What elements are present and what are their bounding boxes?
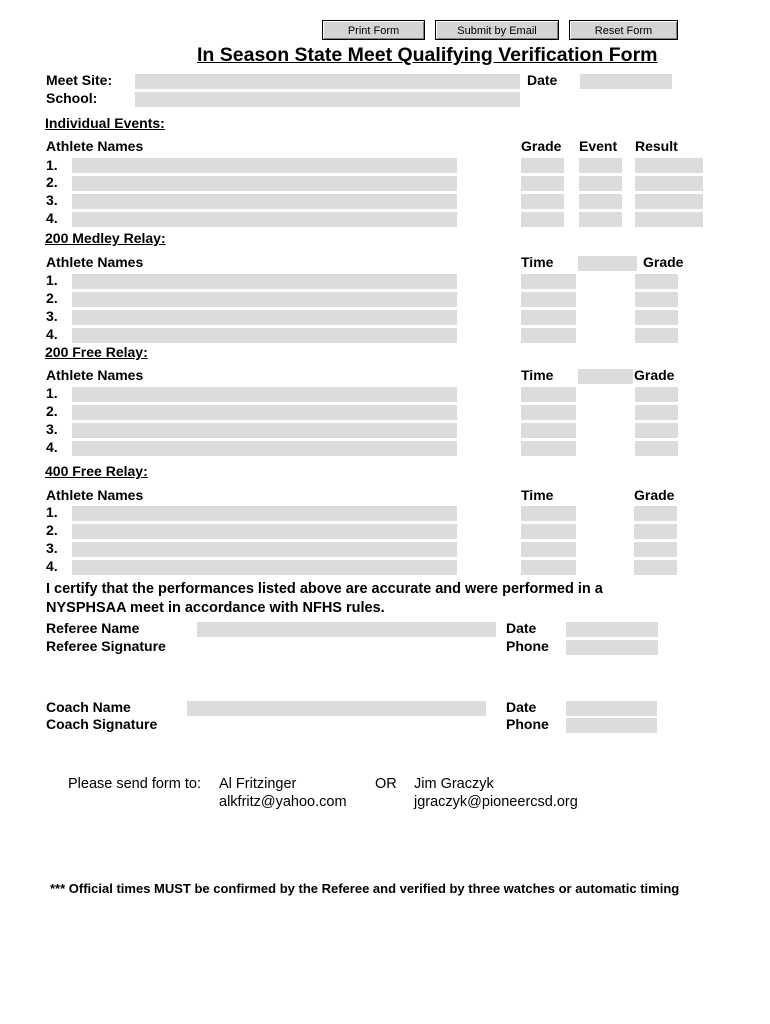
medley-total-time-input[interactable] [578,256,637,271]
school-label: School: [46,90,98,106]
page-title: In Season State Meet Qualifying Verification Form [197,44,658,66]
free400-athlete-names-header: Athlete Names [46,487,144,503]
contact1-email: alkfritz@yahoo.com [219,794,347,810]
free400-time-input[interactable] [521,524,576,539]
individual-athlete-name-input[interactable] [72,176,457,191]
free400-grade-input[interactable] [634,560,677,575]
medley-athlete-name-input[interactable] [72,328,457,343]
free200-grade-input[interactable] [635,441,678,456]
free400-time-input[interactable] [521,506,576,521]
medley-row-number: 1. [46,272,58,288]
coach-date-label: Date [506,699,537,715]
free400-grade-input[interactable] [634,524,677,539]
individual-athlete-name-input[interactable] [72,212,457,227]
medley-row-number: 3. [46,308,58,324]
free200-time-header: Time [521,367,554,383]
contact1-name: Al Fritzinger [219,776,297,792]
coach-name-input[interactable] [187,701,486,716]
send-form-label: Please send form to: [68,776,201,792]
medley-row-number: 4. [46,326,58,342]
certification-statement: I certify that the performances listed above are accurate and were performed in a NYSPHSAA meet in accordance with NFHS rules. [46,581,603,616]
medley-time-input[interactable] [521,292,576,307]
print-form-button[interactable]: Print Form [322,20,425,40]
free400-row-number: 2. [46,522,58,538]
medley-time-input[interactable] [521,328,576,343]
individual-grade-input[interactable] [521,158,564,173]
free200-grade-header: Grade [634,367,675,383]
free400-grade-header: Grade [634,487,675,503]
free400-athlete-name-input[interactable] [72,506,457,521]
referee-phone-input[interactable] [566,640,658,655]
free400-row-number: 3. [46,540,58,556]
or-separator: OR [375,776,397,792]
medley-athlete-name-input[interactable] [72,310,457,325]
meet-site-input[interactable] [135,74,520,89]
medley-time-input[interactable] [521,274,576,289]
individual-result-input[interactable] [635,176,703,191]
date-input[interactable] [580,74,672,89]
free400-grade-input[interactable] [634,542,677,557]
free400-time-input[interactable] [521,542,576,557]
referee-name-label: Referee Name [46,620,140,636]
free400-row-number: 4. [46,558,58,574]
free200-athlete-name-input[interactable] [72,441,457,456]
medley-time-input[interactable] [521,310,576,325]
medley-row-number: 2. [46,290,58,306]
medley-relay-heading: 200 Medley Relay: [45,230,166,246]
individual-grade-input[interactable] [521,176,564,191]
free200-time-input[interactable] [521,441,576,456]
submit-by-email-button[interactable]: Submit by Email [435,20,559,40]
individual-grade-header: Grade [521,138,562,154]
free200-total-time-input[interactable] [578,369,633,384]
free400-time-header: Time [521,487,554,503]
individual-result-input[interactable] [635,212,703,227]
medley-athlete-name-input[interactable] [72,292,457,307]
coach-phone-label: Phone [506,716,549,732]
individual-grade-input[interactable] [521,194,564,209]
individual-result-input[interactable] [635,158,703,173]
contact2-name: Jim Graczyk [414,776,494,792]
medley-time-header: Time [521,254,554,270]
free400-row-number: 1. [46,504,58,520]
coach-phone-input[interactable] [566,718,657,733]
date-label: Date [527,72,558,88]
individual-events-heading: Individual Events: [45,115,165,131]
coach-date-input[interactable] [566,701,657,716]
individual-row-number: 2. [46,174,58,190]
reset-form-button[interactable]: Reset Form [569,20,678,40]
free200-row-number: 4. [46,439,58,455]
individual-event-input[interactable] [579,194,622,209]
coach-signature-label: Coach Signature [46,716,158,732]
free400-athlete-name-input[interactable] [72,542,457,557]
free200-row-number: 3. [46,421,58,437]
individual-result-header: Result [635,138,678,154]
meet-site-label: Meet Site: [46,72,113,88]
medley-athlete-names-header: Athlete Names [46,254,144,270]
free400-time-input[interactable] [521,560,576,575]
individual-athlete-name-input[interactable] [72,158,457,173]
free200-row-number: 1. [46,385,58,401]
individual-athlete-name-input[interactable] [72,194,457,209]
individual-row-number: 3. [46,192,58,208]
individual-event-input[interactable] [579,212,622,227]
individual-event-input[interactable] [579,158,622,173]
free400-relay-heading: 400 Free Relay: [45,463,148,479]
medley-grade-input[interactable] [635,292,678,307]
free200-athlete-names-header: Athlete Names [46,367,144,383]
contact2-email: jgraczyk@pioneercsd.org [414,794,578,810]
free200-row-number: 2. [46,403,58,419]
free400-athlete-name-input[interactable] [72,524,457,539]
free400-athlete-name-input[interactable] [72,560,457,575]
referee-phone-label: Phone [506,638,549,654]
referee-date-input[interactable] [566,622,658,637]
official-times-footnote: *** Official times MUST be confirmed by the Referee and verified by three watches or automatic timing [50,881,680,896]
medley-grade-input[interactable] [635,310,678,325]
individual-row-number: 1. [46,157,58,173]
free200-athlete-name-input[interactable] [72,423,457,438]
free200-grade-input[interactable] [635,387,678,402]
individual-event-input[interactable] [579,176,622,191]
individual-event-header: Event [579,138,618,154]
school-input[interactable] [135,92,520,107]
referee-signature-label: Referee Signature [46,638,166,654]
free200-time-input[interactable] [521,405,576,420]
free400-grade-input[interactable] [634,506,677,521]
medley-athlete-name-input[interactable] [72,274,457,289]
free200-relay-heading: 200 Free Relay: [45,344,148,360]
medley-grade-header: Grade [643,254,684,270]
individual-grade-input[interactable] [521,212,564,227]
free200-time-input[interactable] [521,387,576,402]
individual-athlete-names-header: Athlete Names [46,138,144,154]
free200-grade-input[interactable] [635,423,678,438]
free200-athlete-name-input[interactable] [72,387,457,402]
medley-grade-input[interactable] [635,274,678,289]
coach-name-label: Coach Name [46,699,131,715]
free200-grade-input[interactable] [635,405,678,420]
medley-grade-input[interactable] [635,328,678,343]
free200-time-input[interactable] [521,423,576,438]
referee-name-input[interactable] [197,622,496,637]
referee-date-label: Date [506,620,537,636]
free200-athlete-name-input[interactable] [72,405,457,420]
individual-result-input[interactable] [635,194,703,209]
individual-row-number: 4. [46,210,58,226]
